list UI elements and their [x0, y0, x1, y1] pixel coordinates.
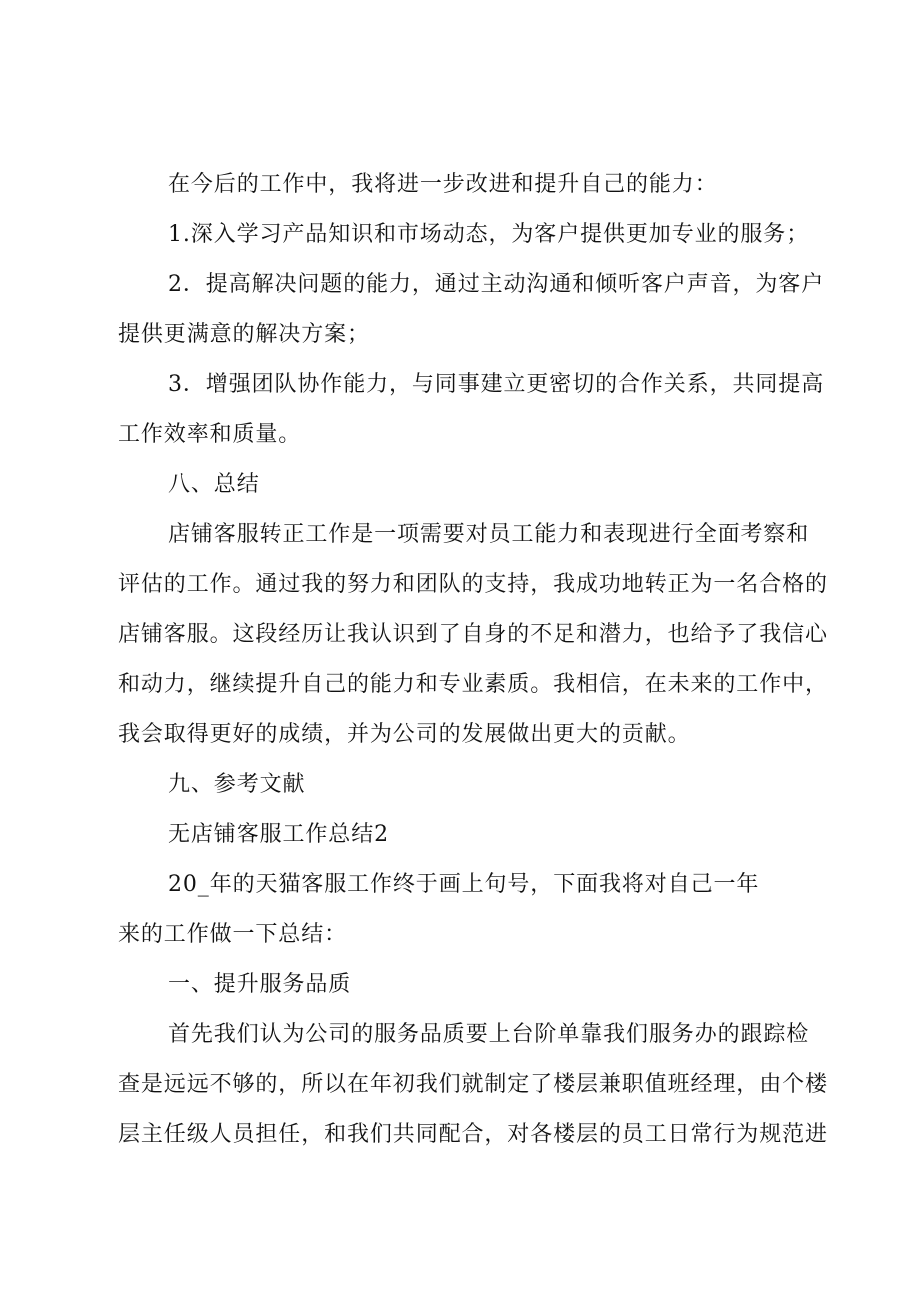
- paragraph-line: 在今后的工作中，我将进一步改进和提升自己的能力：: [168, 172, 718, 197]
- paragraph-line: 查是远远不够的，所以在年初我们就制定了楼层兼职值班经理，由个楼: [118, 1072, 828, 1097]
- paragraph-line: 我会取得更好的成绩，并为公司的发展做出更大的贡献。: [118, 722, 691, 747]
- list-item-3-continued: 工作效率和质量。: [118, 422, 302, 447]
- paragraph-line: 评估的工作。通过我的努力和团队的支持，我成功地转正为一名合格的: [118, 572, 828, 597]
- list-item-2-continued: 提供更满意的解决方案；: [118, 322, 370, 347]
- document-title: 无店铺客服工作总结2: [168, 822, 389, 847]
- section-heading-summary: 八、总结: [168, 472, 260, 497]
- paragraph-line: 20_年的天猫客服工作终于画上句号，下面我将对自己一年: [168, 872, 760, 897]
- paragraph-line: 来的工作做一下总结：: [118, 922, 348, 947]
- paragraph-line: 首先我们认为公司的服务品质要上台阶单靠我们服务办的跟踪检: [168, 1022, 810, 1047]
- section-heading-service-quality: 一、提升服务品质: [168, 972, 352, 997]
- paragraph-line: 店铺客服。这段经历让我认识到了自身的不足和潜力，也给予了我信心: [118, 622, 828, 647]
- list-item-2: 2．提高解决问题的能力，通过主动沟通和倾听客户声音，为客户: [168, 272, 825, 297]
- list-item-3: 3．增强团队协作能力，与同事建立更密切的合作关系，共同提高: [168, 372, 825, 397]
- paragraph-line: 店铺客服转正工作是一项需要对员工能力和表现进行全面考察和: [168, 522, 810, 547]
- paragraph-line: 和动力，继续提升自己的能力和专业素质。我相信，在未来的工作中，: [118, 672, 828, 697]
- section-heading-references: 九、参考文献: [168, 772, 306, 797]
- document-body: [118, 160, 830, 1160]
- paragraph-line: 层主任级人员担任，和我们共同配合，对各楼层的员工日常行为规范进: [118, 1122, 828, 1147]
- list-item-1: 1.深入学习产品知识和市场动态，为客户提供更加专业的服务；: [168, 222, 810, 247]
